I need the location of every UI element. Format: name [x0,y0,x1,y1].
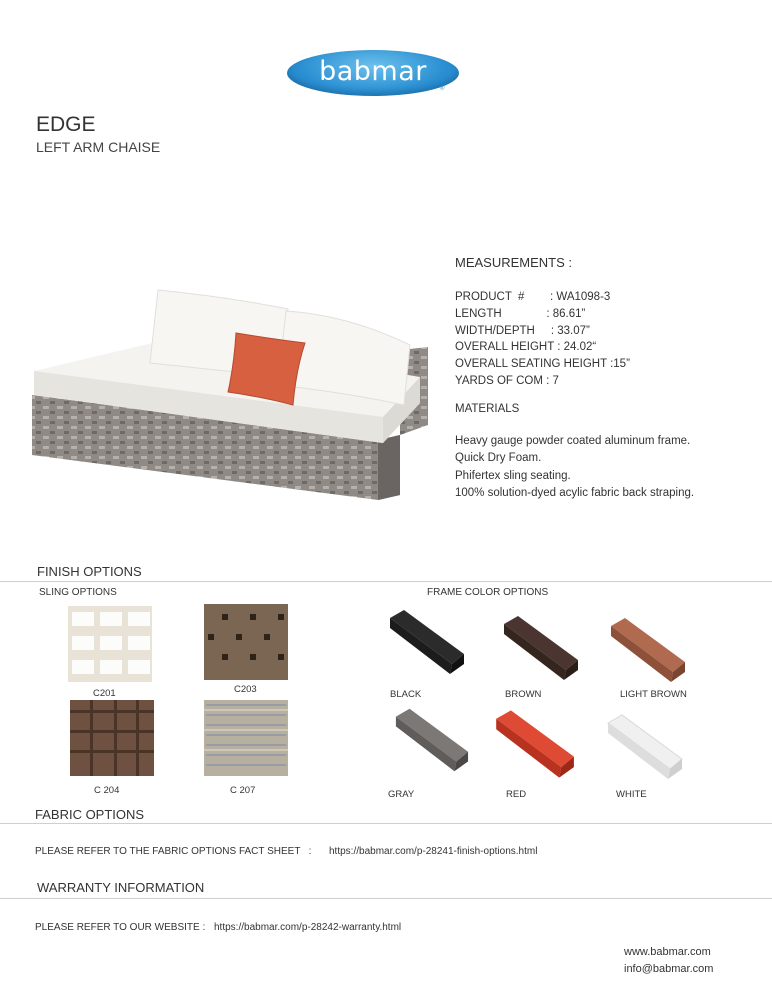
sling-swatch [70,700,154,776]
product-subtitle: LEFT ARM CHAISE [36,139,161,155]
frame-color-swatch [500,614,580,682]
sling-options-heading: SLING OPTIONS [39,587,117,598]
footer-website[interactable]: www.babmar.com [624,946,711,958]
frame-color-swatch [492,708,576,780]
material-item: Heavy gauge powder coated aluminum frame. [455,435,691,447]
divider [0,823,772,824]
finish-options-heading: FINISH OPTIONS [37,564,142,579]
divider [0,581,772,582]
frame-color-heading: FRAME COLOR OPTIONS [427,587,549,598]
frame-color-swatch [392,706,470,774]
product-title: EDGE [36,113,96,136]
materials-list [455,433,694,502]
sling-code: C 207 [230,785,256,796]
frame-color-swatch [386,608,466,676]
sling-code: C201 [93,688,116,699]
material-item: Quick Dry Foam. [455,452,542,465]
warranty-link[interactable]: https://babmar.com/p-28242-warranty.html [214,922,402,933]
warranty-note: PLEASE REFER TO OUR WEBSITE : [35,922,206,933]
spec-row: PRODUCT # : WA1098-3 [455,291,611,303]
materials-heading: MATERIALS [455,403,520,415]
sling-swatch [68,606,152,682]
registered-mark: ® [440,86,445,92]
warranty-heading: WARRANTY INFORMATION [37,880,205,895]
spec-row: LENGTH : 86.61” [455,307,586,320]
sling-code: C203 [234,684,257,695]
frame-color-label: WHITE [616,789,647,800]
frame-color-label: LIGHT BROWN [620,689,687,700]
product-image [28,285,438,500]
measurements-heading: MEASUREMENTS : [455,255,573,270]
sling-code: C 204 [94,785,120,796]
sling-swatch [204,604,288,680]
divider [0,898,772,899]
frame-color-label: BROWN [505,689,542,700]
frame-color-label: RED [506,789,527,800]
frame-color-swatch [607,616,687,684]
fabric-options-link[interactable]: https://babmar.com/p-28241-finish-options.html [329,846,538,857]
footer-email[interactable]: info@babmar.com [624,962,714,975]
logo-text: babmar [319,55,427,87]
frame-color-label: BLACK [390,689,422,700]
frame-color-label: GRAY [388,789,415,800]
spec-row: OVERALL HEIGHT : 24.02“ [455,341,597,354]
material-item: 100% solution-dyed acylic fabric back straping. [455,486,695,499]
spec-list [455,289,630,390]
brand-logo [287,50,459,96]
sling-swatch [204,700,288,776]
frame-color-swatch [604,712,684,782]
fabric-options-note: PLEASE REFER TO THE FABRIC OPTIONS FACT SHEET : [35,846,312,857]
spec-row: OVERALL SEATING HEIGHT :15” [455,358,630,371]
spec-row: WIDTH/DEPTH : 33.07” [455,324,590,337]
fabric-options-heading: FABRIC OPTIONS [35,807,145,822]
spec-row: YARDS OF COM : 7 [455,374,559,387]
footer-contact [624,944,713,977]
material-item: Phifertex sling seating. [455,469,571,482]
